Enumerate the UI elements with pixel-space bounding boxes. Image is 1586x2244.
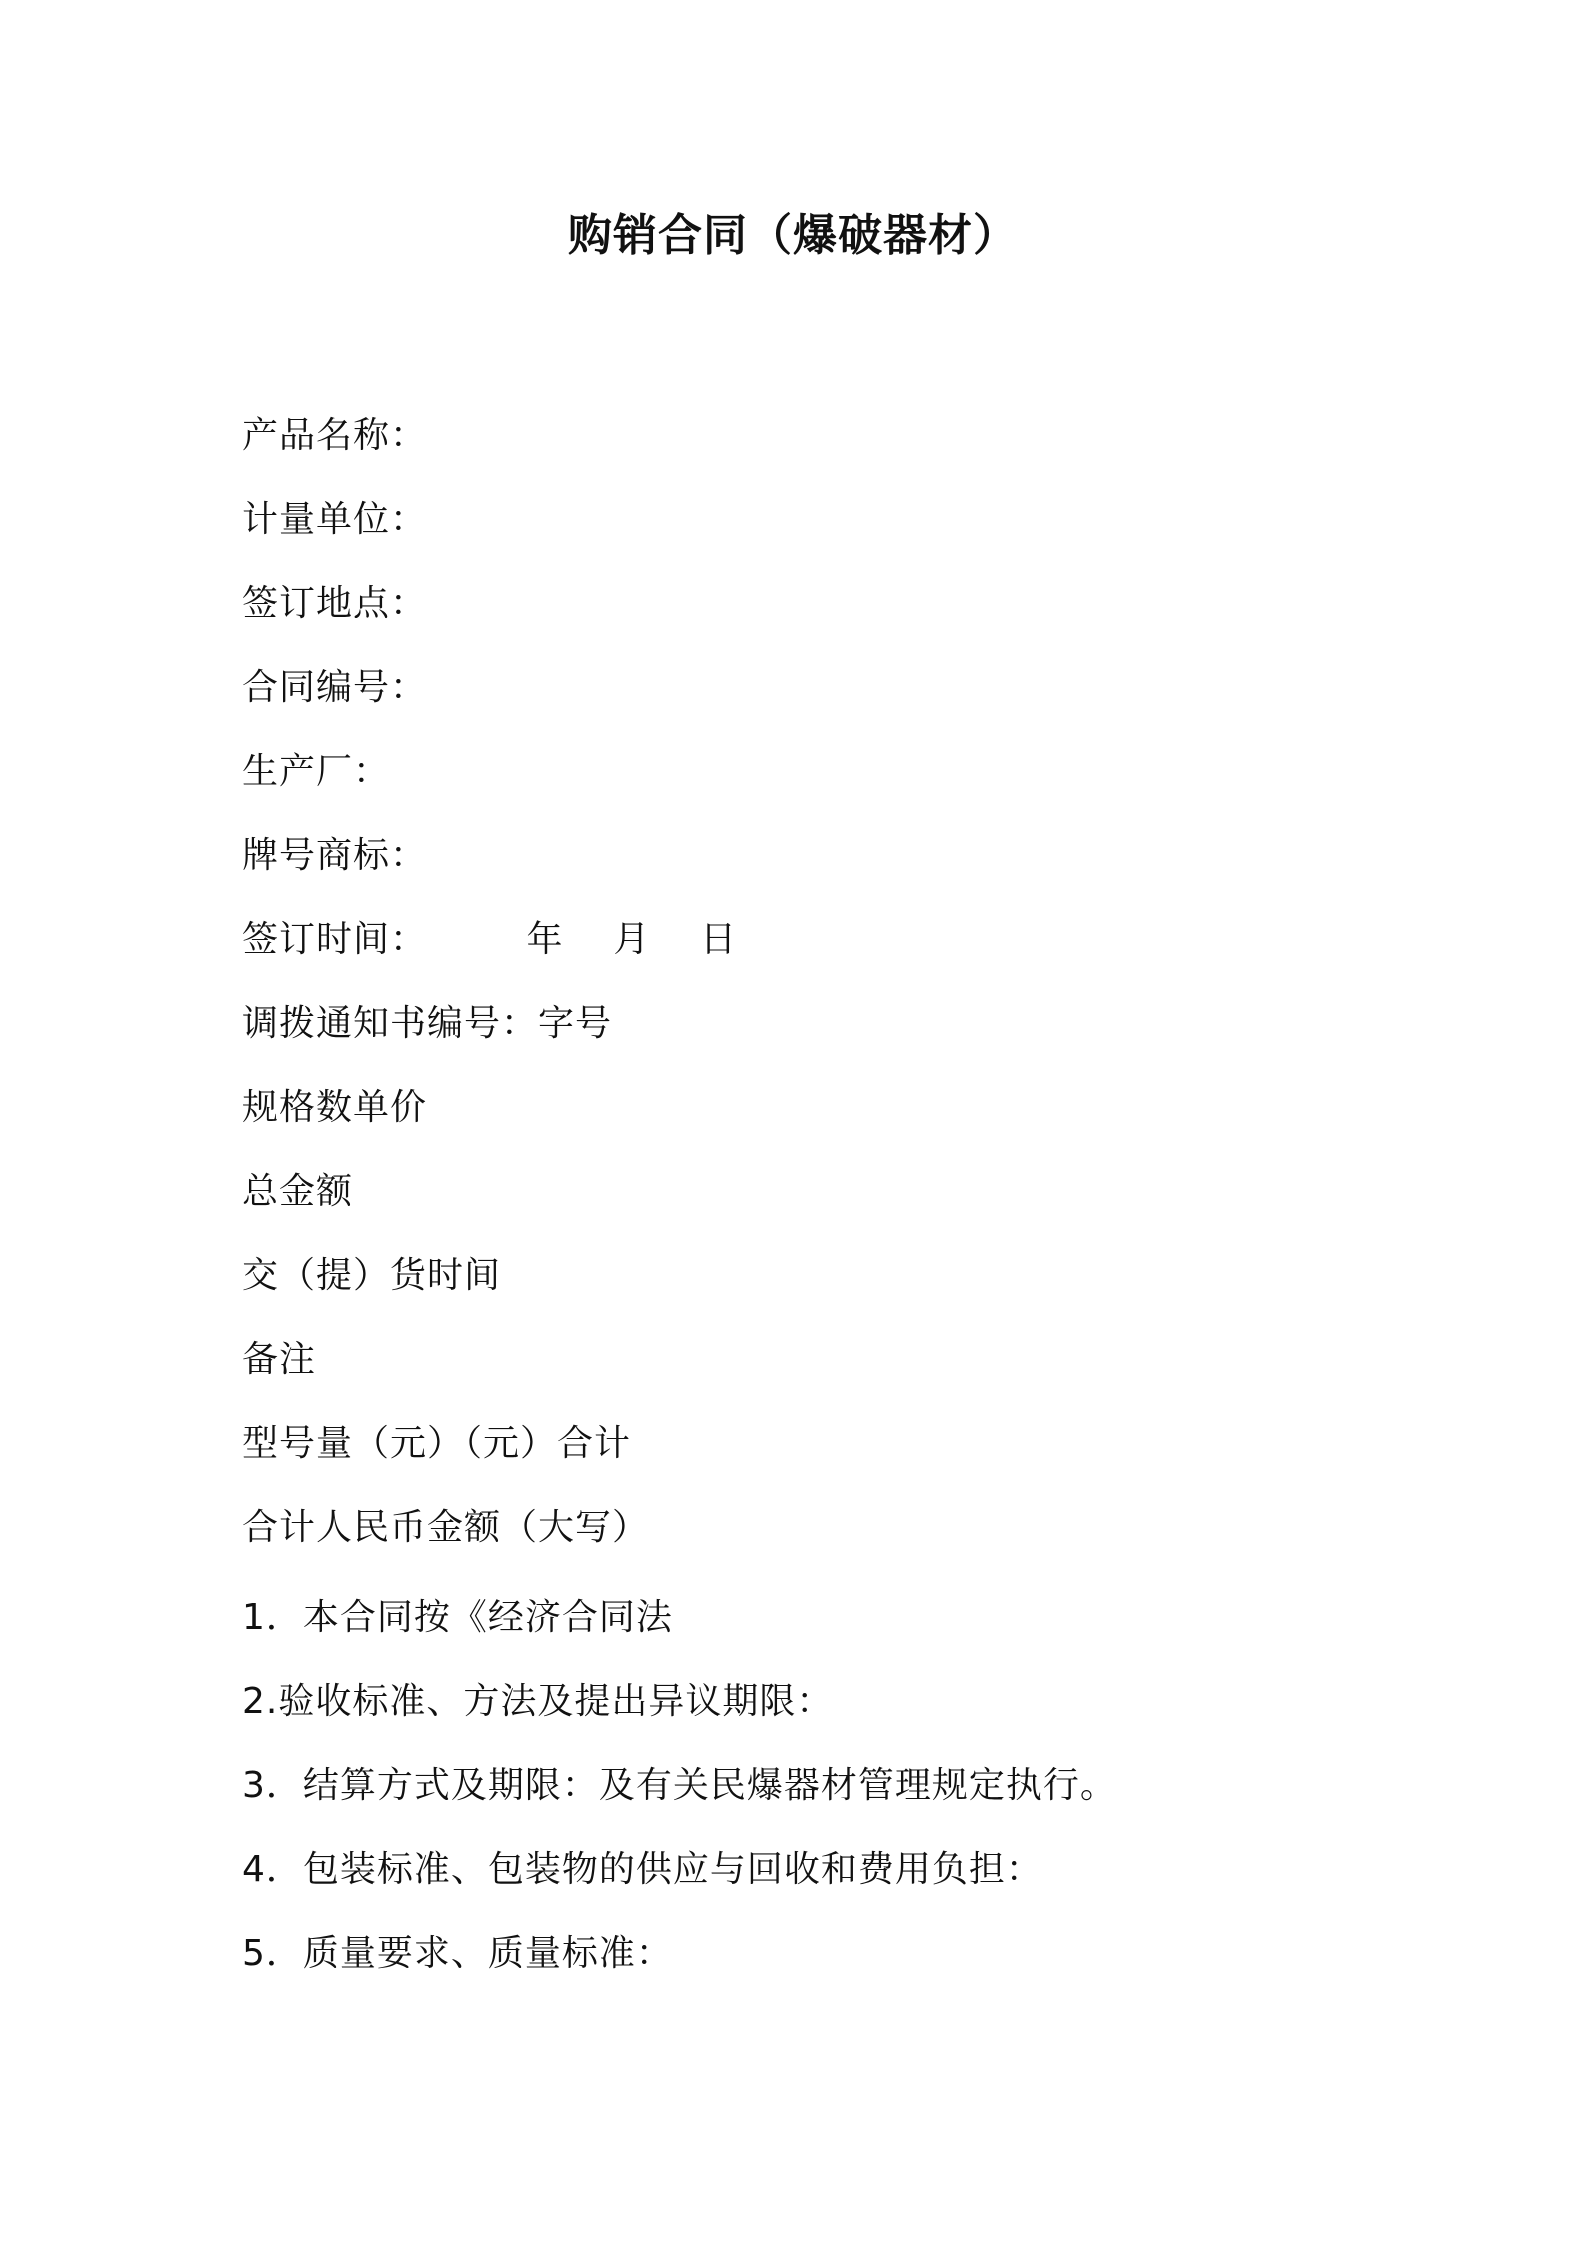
field-manufacturer: 生产厂：	[242, 751, 391, 792]
field-contract-no: 合同编号：	[242, 667, 428, 708]
clause-item: 5．质量要求、质量标准：	[242, 1933, 673, 1974]
clause-item: 3．结算方式及期限：及有关民爆器材管理规定执行。	[242, 1765, 1117, 1806]
clause-item: 1．本合同按《经济合同法	[242, 1597, 673, 1638]
document-title: 购销合同（爆破器材）	[568, 210, 1018, 261]
field-remarks: 备注	[242, 1339, 317, 1380]
field-product-name: 产品名称：	[242, 415, 428, 456]
clause-item: 2.验收标准、方法及提出异议期限：	[242, 1681, 834, 1722]
field-spec-price: 规格数单价	[242, 1087, 428, 1128]
field-unit: 计量单位：	[242, 499, 428, 540]
field-delivery-time: 交（提）货时间	[242, 1255, 502, 1296]
field-model-qty: 型号量（元）（元）合计	[242, 1423, 632, 1464]
field-brand: 牌号商标：	[242, 835, 428, 876]
field-sign-place: 签订地点：	[242, 583, 428, 624]
field-total-rmb: 合计人民币金额（大写）	[242, 1507, 650, 1548]
field-sign-time: 签订时间： 年 月 日	[242, 919, 738, 960]
field-allocation-no: 调拨通知书编号：字号	[242, 1003, 613, 1044]
field-total-amount: 总金额	[242, 1171, 354, 1212]
clause-item: 4．包装标准、包装物的供应与回收和费用负担：	[242, 1849, 1043, 1890]
